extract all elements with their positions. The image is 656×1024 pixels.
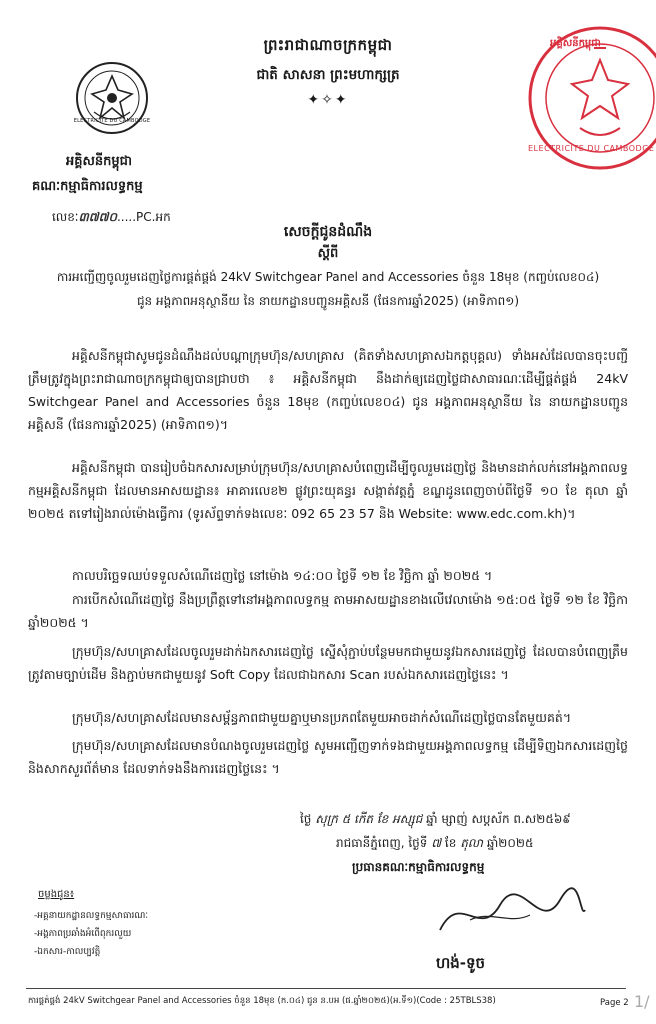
solar-date	[336, 832, 533, 855]
solar-day: ៧	[431, 836, 442, 850]
org-board: គណៈកម្មាធិការលទ្ធកម្ម	[32, 179, 143, 194]
org-name: អគ្គិសនីកម្ពុជា	[66, 154, 133, 169]
signature-scribble	[430, 880, 590, 950]
cc-title: ចម្លងជូន៖	[38, 889, 75, 900]
cc-item-2: -អង្គភាពប្រឆាំងអំពើពុករលួយ	[34, 929, 132, 939]
solar-year: ឆ្នាំ២០២៥	[486, 836, 534, 850]
notice-subheading: ស្តីពី	[317, 246, 339, 261]
header-ornament: ✦✧✦	[307, 92, 349, 108]
ref-value: ៣៧៧០	[78, 210, 117, 224]
stamp-latin: ELECTRICITE DU CAMBODGE	[528, 144, 655, 153]
paragraph-6: ក្រុមហ៊ុន/សហគ្រាសដែលមានសម្ព័ន្ធភាពជាមួយគ្នាឬមានប្រភពតែមួយអាចដាក់សំណើដេញថ្លៃបានតែមួយគត់។	[72, 710, 572, 725]
ref-suffix: .....PC.អក	[116, 210, 171, 224]
paragraph-4: ការបើកសំណើដេញថ្លៃ នឹងប្រព្រឹត្តទៅនៅអង្គភាពលទ្ធកម្ម តាមអាសយដ្ឋានខាងលើវេលាម៉ោង ១៥:០៥ ថ្ងៃទី ១២ ខែ វិច្ឆិកា ឆ្នាំ២០២៥ ។	[28, 592, 628, 630]
lunar-prefix: ថ្ងៃ	[300, 812, 312, 826]
national-motto: ជាតិ សាសនា ព្រះមហាក្សត្រ	[256, 67, 400, 83]
subject-line-1: ការអញ្ជើញចូលរួមដេញថ្លៃការផ្គត់ផ្គង់ 24kV Switchgear Panel and Accessories ចំនួន 18មុខ (កញ្ចប់លេខ០៤)	[56, 270, 600, 284]
footer-rule	[26, 988, 626, 989]
notice-heading: សេចក្តីជូនដំណឹង	[283, 224, 373, 240]
page-fraction: 1/	[634, 992, 650, 1011]
lunar-date	[300, 808, 571, 831]
signer-title: ប្រធានគណៈកម្មាធិការលទ្ធកម្ម	[352, 860, 485, 874]
paragraph-1: អគ្គិសនីកម្ពុជាសូមជូនដំណឹងដល់បណ្តាក្រុមហ៊ុន/សហគ្រាស (គិតទាំងសហគ្រាសឯកត្តបុគ្គល) ទាំងអស់ដែលបានចុះបញ្ជីត្រឹមត្រូវក្នុងព្រះរាជាណាចក្រកម្ពុជាឲ្យបានជ្រាបថា ៖ អគ្គិសនីកម្ពុជា នឹងដាក់ឲ្យដេញថ្លៃជាសាធារណៈដើម្បីផ្គត់ផ្គង់ 24kV Switchgear Panel and Accessories ចំនួន 18មុខ (កញ្ចប់លេខ០៤) ជូន អង្គភាពអនុស្ថានីយ នៃ នាយកដ្ឋានបញ្ជូនអគ្គិសនី (ផែនការឆ្នាំ2025) (អាទិភាព១)។	[28, 348, 628, 432]
signature-icon	[430, 880, 590, 950]
solar-month-label: ខែ	[444, 836, 457, 850]
solar-month: តុលា	[460, 836, 484, 850]
subject-line-2: ជូន អង្គភាពអនុស្ថានីយ នៃ នាយកដ្ឋានបញ្ជូនអគ្គិសនី (ផែនការឆ្នាំ2025) (អាទិភាព១)	[136, 294, 520, 308]
solar-prefix: រាជធានីភ្នំពេញ, ថ្ងៃទី	[336, 836, 428, 850]
stamp-khmer: អគ្គិសនីកម្ពុជា	[550, 38, 601, 49]
edc-logo	[74, 60, 150, 136]
paragraph-2: អគ្គិសនីកម្ពុជា បានរៀបចំឯកសារសម្រាប់ក្រុមហ៊ុន/សហគ្រាសបំពេញដើម្បីចូលរួមដេញថ្លៃ និងមានដាក់លក់នៅអង្គភាពលទ្ធកម្មអគ្គិសនីកម្ពុជា ដែលមានអាសយដ្ឋាន៖ អាគារលេខ២ ផ្លូវព្រះយុគន្ធរ សង្កាត់វត្តភ្នំ ខណ្ឌដូនពេញចាប់ពីថ្ងៃទី ១០ ខែ តុលា ឆ្នាំ ២០២៥ តទៅរៀងរាល់ម៉ោងធ្វើការ (ទូរស័ព្ទទាក់ទងលេខៈ 092 65 23 57 និង Website: www.edc.com.kh)។	[28, 460, 628, 521]
logo-caption: ELECTRICITE DU CAMBODGE	[73, 118, 151, 124]
lunar-value: សុក្រ ៥ កើត ខែ អស្សុជ	[315, 812, 423, 826]
kingdom-heading: ព្រះរាជាណាចក្រកម្ពុជា	[263, 36, 393, 54]
page-number: Page 2	[600, 998, 629, 1008]
official-stamp	[520, 18, 656, 178]
cc-item-3: -ឯកសារ-កាលប្បវត្តិ	[34, 947, 101, 957]
edc-logo-seal-icon	[74, 60, 150, 136]
ref-label: លេខៈ	[52, 210, 79, 224]
paragraph-7: ក្រុមហ៊ុន/សហគ្រាសដែលមានបំណងចូលរួមដេញថ្លៃ សូមអញ្ជើញទាក់ទងជាមួយអង្គភាពលទ្ធកម្ម ដើម្បីទិញឯកសារដេញថ្លៃ និងសាកសួរព័ត៌មាន ដែលទាក់ទងនឹងការដេញថ្លៃនេះ ។	[28, 738, 628, 776]
paragraph-5: ក្រុមហ៊ុន/សហគ្រាសដែលចូលរួមដាក់ឯកសារដេញថ្លៃ ស្នើសុំភ្ជាប់បន្ថែមមកជាមួយនូវឯកសារដេញថ្លៃ ដែលបានបំពេញត្រឹមត្រូវតាមច្បាប់ដើម និងភ្ជាប់មកជាមួយនូវ Soft Copy ដែលជាឯកសារ Scan របស់ឯកសារដេញថ្លៃនេះ ។	[28, 644, 628, 682]
signer-name: ហង់-ទូច	[436, 954, 486, 972]
lunar-year: ឆ្នាំ ម្សាញ់ សប្តស័ក ព.ស២៥៦៩	[426, 812, 571, 826]
cc-item-1: -អគ្គនាយកដ្ឋានលទ្ធកម្មសាធារណៈ	[34, 911, 149, 921]
paragraph-3: កាលបរិច្ឆេទឈប់ទទួលសំណើដេញថ្លៃ នៅម៉ោង ១៤:០០ ថ្ងៃទី ១២ ខែ វិច្ឆិកា ឆ្នាំ ២០២៥ ។	[72, 568, 493, 583]
footer-text: ការផ្គត់ផ្គង់ 24kV Switchgear Panel and Accessories ចំនួន 18មុខ (ក.០៤) ជូន ន.បអ (ផ.ឆ្នាំ២០២៥)(អ.ទី១)(Code : 25TBLS38)	[28, 996, 496, 1006]
